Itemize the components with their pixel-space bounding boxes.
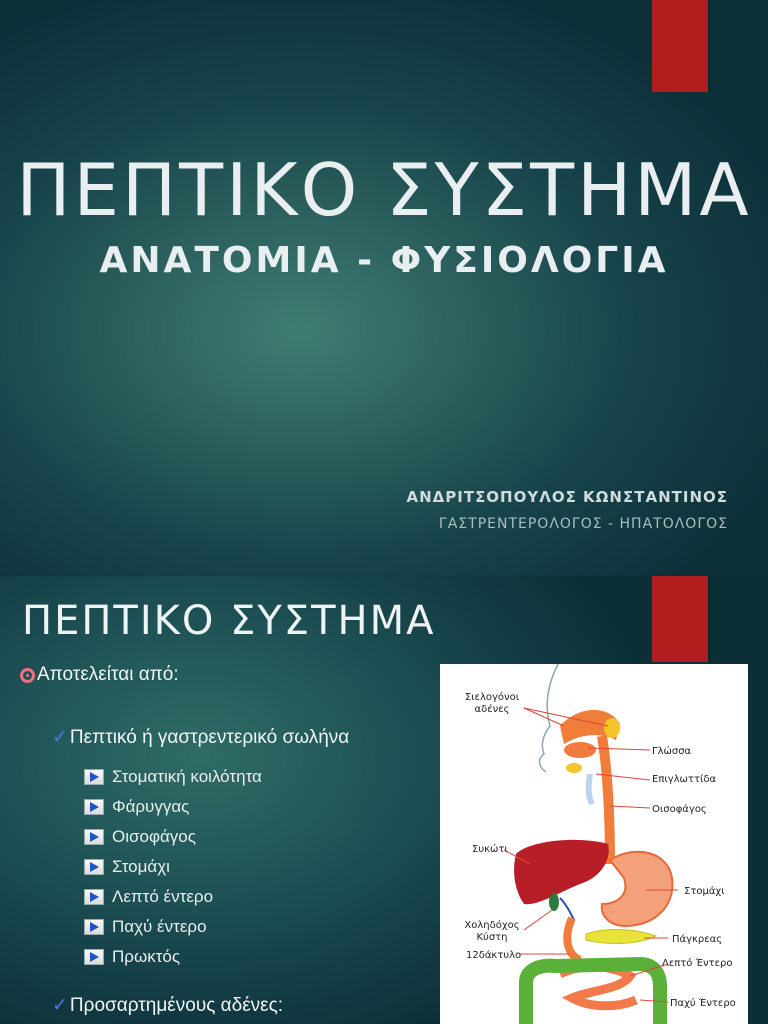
list-item bbox=[84, 942, 262, 972]
arrow-bullet-icon bbox=[84, 859, 104, 875]
group-heading-glands bbox=[52, 994, 283, 1017]
arrow-bullet-icon bbox=[84, 829, 104, 845]
slide-title: ΠΕΠΤΙΚΟ ΣΥΣΤΗΜΑ bbox=[16, 148, 752, 232]
arrow-bullet-icon bbox=[84, 949, 104, 965]
label-epiglottis: Επιγλωττίδα bbox=[652, 774, 717, 785]
list-item-text: Λεπτό έντερο bbox=[112, 887, 214, 906]
list-item-text: Πρωκτός bbox=[112, 947, 181, 966]
label-gallbladder-2: Κύστη bbox=[476, 932, 508, 943]
trachea-shape bbox=[589, 774, 592, 804]
arrow-bullet-icon bbox=[84, 889, 104, 905]
liver-shape bbox=[514, 840, 609, 904]
salivary-gland-shape bbox=[566, 763, 582, 773]
group-heading-text: Προσαρτημένους αδένες: bbox=[69, 994, 284, 1016]
accent-bar bbox=[652, 576, 708, 662]
label-esophagus: Οισοφάγος bbox=[652, 804, 707, 815]
swirl-bullet-icon bbox=[20, 668, 35, 683]
author-name: ΑΝΔΡΙΤΣΟΠΟΥΛΟΣ ΚΩΝΣΤΑΝΤΙΝΟΣ bbox=[406, 488, 728, 506]
list-item bbox=[84, 912, 262, 942]
head-outline bbox=[540, 664, 558, 772]
list-item bbox=[84, 792, 262, 822]
label-liver: Συκώτι bbox=[472, 844, 508, 855]
arrow-bullet-icon bbox=[84, 799, 104, 815]
label-salivary-1: Σιελογόνοι bbox=[464, 692, 520, 703]
label-tongue: Γλώσσα bbox=[652, 746, 692, 757]
anatomy-illustration bbox=[440, 664, 748, 1024]
arrow-bullet-icon bbox=[84, 769, 104, 785]
label-duodenum: 12δάκτυλο bbox=[466, 950, 522, 961]
salivary-gland-shape bbox=[604, 718, 620, 738]
label-small-intestine: Λεπτό Έντερο bbox=[662, 958, 733, 969]
intro-text: Αποτελείται από: bbox=[37, 664, 179, 685]
slide-subtitle: ΑΝΑΤΟΜΙΑ - ΦΥΣΙΟΛΟΓΙΑ bbox=[99, 240, 669, 281]
digestive-system-diagram bbox=[440, 664, 748, 1024]
checkmark-icon: ✓ bbox=[52, 995, 68, 1016]
list-item bbox=[84, 822, 262, 852]
list-item-text: Στομάχι bbox=[112, 857, 170, 876]
group-heading-tract bbox=[52, 726, 349, 749]
bile-duct-shape bbox=[560, 898, 574, 920]
arrow-bullet-icon bbox=[84, 919, 104, 935]
label-stomach: Στομάχι bbox=[684, 886, 725, 897]
list-item-text: Παχύ έντερο bbox=[112, 917, 207, 936]
content-slide bbox=[0, 576, 768, 1024]
list-item-text: Οισοφάγος bbox=[112, 827, 196, 846]
pancreas-shape bbox=[586, 930, 656, 944]
list-item bbox=[84, 762, 262, 792]
author-title: ΓΑΣΤΡΕΝΤΕΡΟΛΟΓΟΣ - ΗΠΑΤΟΛΟΓΟΣ bbox=[438, 516, 728, 532]
stomach-shape bbox=[602, 852, 673, 926]
checkmark-icon: ✓ bbox=[52, 727, 68, 748]
gallbladder-shape bbox=[549, 893, 559, 911]
tract-parts-list bbox=[84, 762, 262, 972]
group-heading-text: Πεπτικό ή γαστρεντερικό σωλήνα bbox=[69, 726, 350, 748]
label-large-intestine: Παχύ Έντερο bbox=[670, 998, 736, 1009]
list-item bbox=[84, 882, 262, 912]
label-salivary-2: αδένες bbox=[474, 704, 510, 715]
list-item-text: Φάρυγγας bbox=[112, 797, 190, 816]
list-item bbox=[84, 852, 262, 882]
slide-title: ΠΕΠΤΙΚΟ ΣΥΣΤΗΜΑ bbox=[22, 598, 436, 644]
list-item-text: Στοματική κοιλότητα bbox=[112, 767, 262, 786]
tongue-shape bbox=[564, 742, 596, 758]
accent-bar bbox=[652, 0, 708, 92]
label-gallbladder-1: Χοληδόχος bbox=[464, 920, 520, 931]
intro-line bbox=[20, 664, 179, 686]
label-pancreas: Πάγκρεας bbox=[672, 934, 723, 945]
